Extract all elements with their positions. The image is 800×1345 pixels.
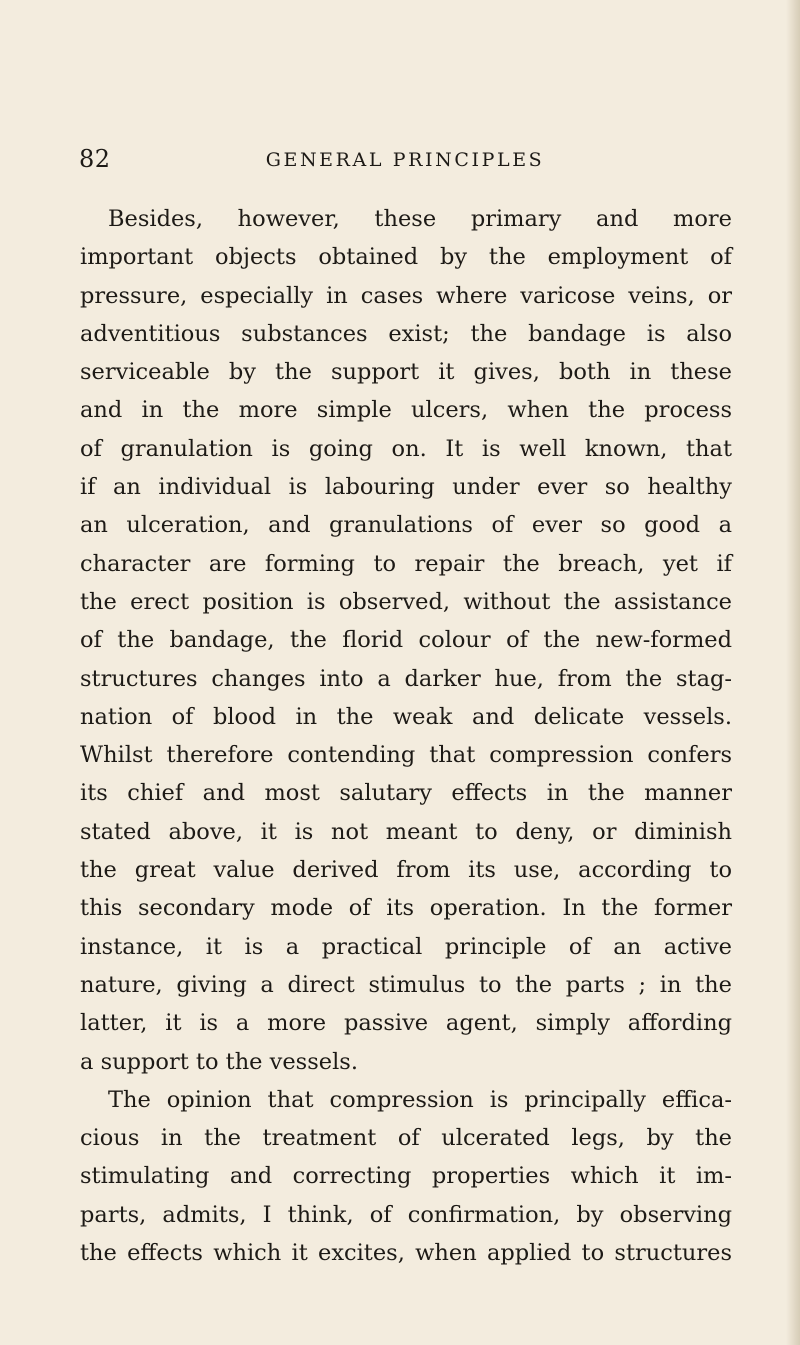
text-line: Besides, however, these primary and more xyxy=(108,206,732,232)
body-text xyxy=(80,200,732,1272)
text-line: structures changes into a darker hue, from the stag- xyxy=(80,665,732,692)
text-line: adventitious substances exist; the bandage is also xyxy=(80,320,732,347)
text-line: the erect position is observed, without the assistance xyxy=(80,588,732,615)
text-line: important objects obtained by the employment of xyxy=(80,244,732,271)
text-line: character are forming to repair the breach, yet if xyxy=(80,550,732,577)
text-line: of granulation is going on. It is well known, that xyxy=(80,435,732,462)
text-line: The opinion that compression is principally effica- xyxy=(108,1086,732,1113)
text-line: its chief and most salutary effects in the manner xyxy=(80,780,732,807)
text-line: pressure, especially in cases where varicose veins, or xyxy=(80,282,732,309)
text-line: cious in the treatment of ulcerated legs, by the xyxy=(80,1125,732,1152)
text-line: the effects which it excites, when applied to structures xyxy=(80,1240,732,1267)
text-line: of the bandage, the florid colour of the new-formed xyxy=(80,627,732,654)
text-line: this secondary mode of its operation. In the former xyxy=(80,895,732,922)
text-line: nation of blood in the weak and delicate vessels. xyxy=(80,703,732,730)
text-line: stimulating and correcting properties which it im- xyxy=(80,1163,732,1190)
text-line: stated above, it is not meant to deny, or diminish xyxy=(80,818,732,845)
text-line: and in the more simple ulcers, when the process xyxy=(80,397,732,424)
text-line: serviceable by the support it gives, both in these xyxy=(80,359,732,386)
text-line: parts, admits, I think, of confirmation, by observing xyxy=(80,1201,732,1228)
page-edge-shadow xyxy=(786,0,800,1345)
text-line: the great value derived from its use, according to xyxy=(80,857,732,884)
running-head: GENERAL PRINCIPLES xyxy=(265,149,545,171)
text-line: instance, it is a practical principle of an active xyxy=(80,933,732,960)
text-line: if an individual is labouring under ever so healthy xyxy=(80,474,732,501)
page-number: 82 xyxy=(79,145,111,173)
text-line: Whilst therefore contending that compression confers xyxy=(80,742,732,769)
text-line: nature, giving a direct stimulus to the parts ; in the xyxy=(80,971,732,998)
text-line: an ulceration, and granulations of ever so good a xyxy=(80,512,732,539)
text-line: a support to the vessels. xyxy=(80,1048,358,1075)
text-line: latter, it is a more passive agent, simply affording xyxy=(80,1010,732,1037)
